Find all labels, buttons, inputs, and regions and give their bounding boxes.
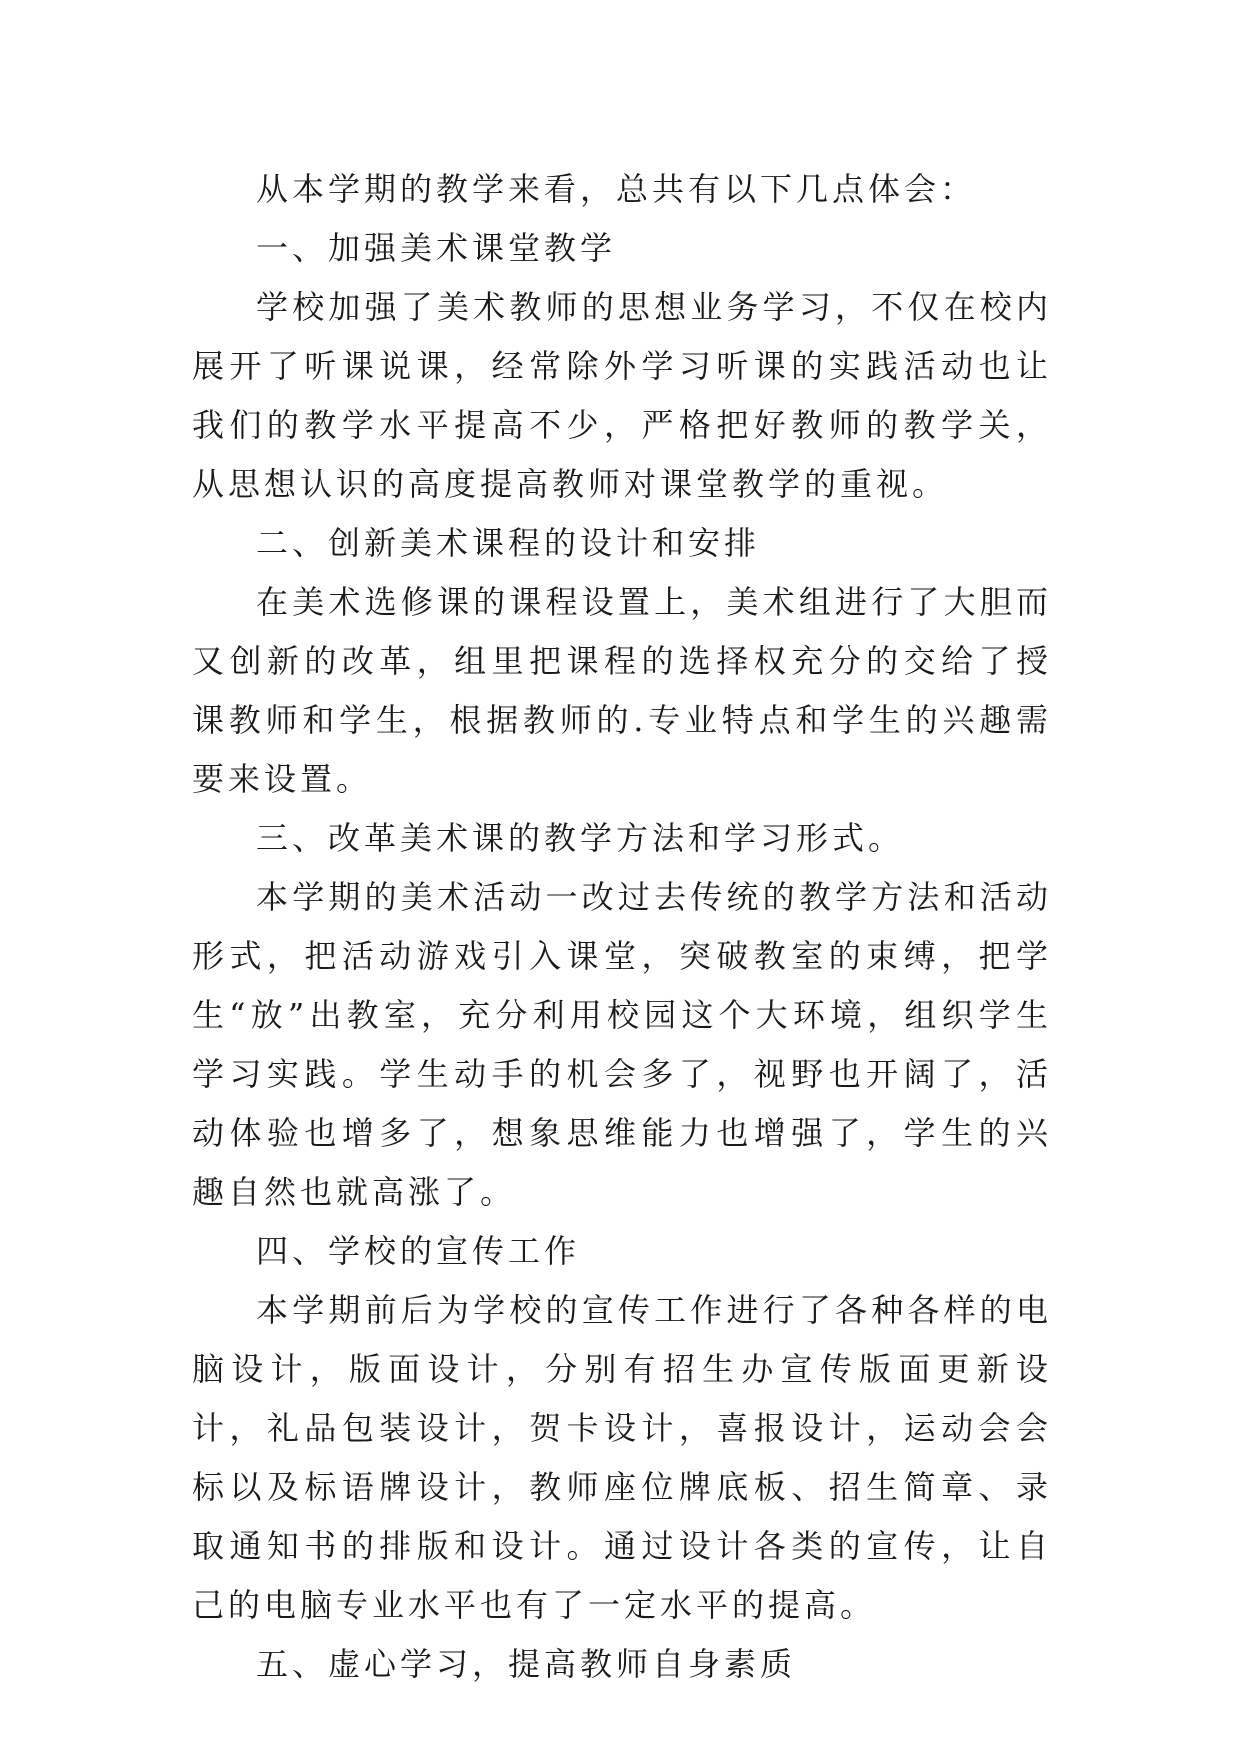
section-heading-1: 一、加强美术课堂教学: [256, 229, 617, 267]
section-heading-2: 二、创新美术课程的设计和安排: [256, 524, 761, 562]
section-heading-3: 三、改革美术课的教学方法和学习形式。: [256, 819, 905, 857]
section-heading-4: 四、学校的宣传工作: [256, 1232, 581, 1270]
section-paragraph-1: 学校加强了美术教师的思想业务学习，不仅在校内展开了听课说课，经常除外学习听课的实践活动也让我们的教学水平提高不少，严格把好教师的教学关，从思想认识的高度提高教师对课堂教学的重视。: [192, 288, 1052, 503]
section-paragraph-4: 本学期前后为学校的宣传工作进行了各种各样的电脑设计，版面设计，分别有招生办宣传版面更新设计，礼品包装设计，贺卡设计，喜报设计，运动会会标以及标语牌设计，教师座位牌底板、招生简章、录取通知书的排版和设计。通过设计各类的宣传，让自己的电脑专业水平也有了一定水平的提高。: [192, 1291, 1052, 1624]
section-heading-5: 五、虚心学习，提高教师自身素质: [256, 1645, 797, 1683]
section-paragraph-3: 本学期的美术活动一改过去传统的教学方法和活动形式，把活动游戏引入课堂，突破教室的束缚，把学生“放”出教室，充分利用校园这个大环境，组织学生学习实践。学生动手的机会多了，视野也开阔了，活动体验也增多了，想象思维能力也增强了，学生的兴趣自然也就高涨了。: [192, 878, 1052, 1211]
intro-paragraph: 从本学期的教学来看，总共有以下几点体会：: [256, 170, 977, 208]
section-paragraph-2: 在美术选修课的课程设置上，美术组进行了大胆而又创新的改革，组里把课程的选择权充分的交给了授课教师和学生，根据教师的.专业特点和学生的兴趣需要来设置。: [192, 583, 1052, 798]
document-body: [192, 160, 1052, 1694]
